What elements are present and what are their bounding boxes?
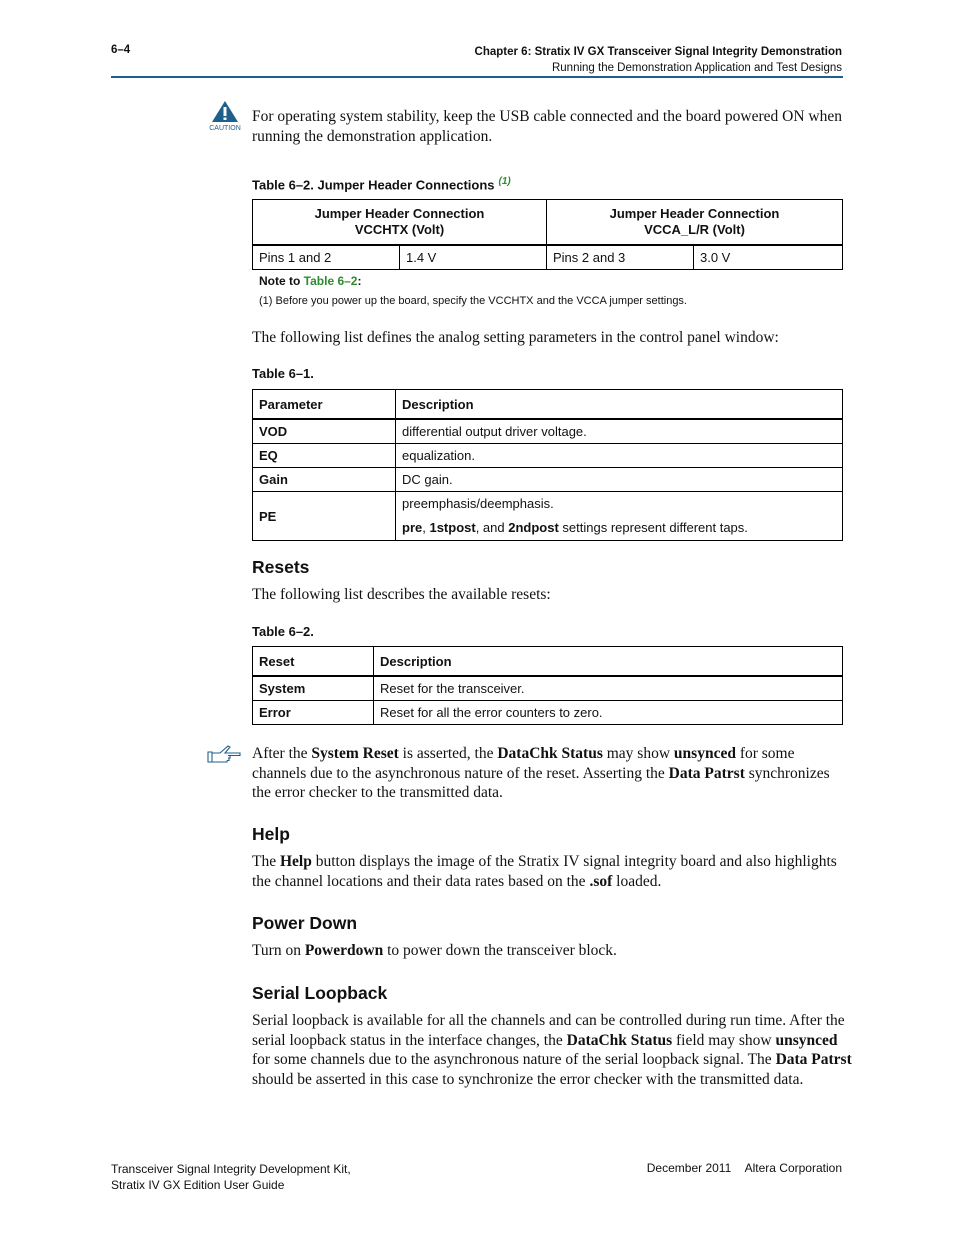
caption-text: Table 6–2. Jumper Header Connections [252, 177, 495, 193]
jumper-header-vcca [547, 200, 843, 246]
table-row [253, 468, 843, 492]
table-caption-jumper [252, 176, 511, 192]
power-down-text: Turn on Powerdown to power down the transceiver block. [252, 942, 617, 959]
reset-name: System [253, 676, 374, 701]
param-desc: DC gain. [396, 468, 843, 492]
reset-name: Error [253, 701, 374, 725]
param-name: EQ [253, 444, 396, 468]
param-desc-line: preemphasis/deemphasis. [402, 496, 554, 511]
header-line: Jumper Header Connection [609, 206, 780, 221]
resets-intro: The following list describes the available resets: [252, 586, 551, 603]
col-header-parameter: Parameter [253, 390, 396, 420]
jumper-table [252, 199, 843, 270]
heading-serial-loopback: Serial Loopback [252, 983, 388, 1003]
section-title: Running the Demonstration Application and Test Designs [551, 62, 842, 74]
table-cell: Pins 2 and 3 [547, 245, 694, 270]
footer-line: Transceiver Signal Integrity Development Kit, [111, 1162, 351, 1176]
note-colon: : [357, 274, 362, 288]
table-link[interactable]: Table 6–2 [303, 274, 358, 288]
caution-icon-label: CAUTION [209, 125, 241, 132]
footer-book-title [111, 1161, 351, 1193]
reset-desc: Reset for all the error counters to zero. [374, 701, 843, 725]
table-row [253, 444, 843, 468]
param-desc [396, 492, 843, 541]
table-cell: 1.4 V [400, 245, 547, 270]
pointing-hand-icon [206, 744, 242, 764]
footer-line: Stratix IV GX Edition User Guide [111, 1178, 285, 1192]
table-row [253, 492, 843, 541]
note-label-text: Note to [259, 274, 304, 288]
running-header [475, 44, 842, 76]
footer-company: Altera Corporation [744, 1161, 842, 1175]
header-line: Jumper Header Connection [314, 206, 485, 221]
footer-date: December 2011 [646, 1161, 732, 1175]
header-line: VCCA_L/R (Volt) [644, 222, 745, 237]
heading-help: Help [252, 824, 290, 844]
param-desc: differential output driver voltage. [396, 419, 843, 444]
reset-note-text: After the System Reset is asserted, the DataChk Status may show unsynced for some channels due to the asynchronous nature of the reset. Asserting the Data Patrst synchronizes the error checker to the transmitted data. [252, 745, 830, 801]
header-line: VCCHTX (Volt) [354, 222, 445, 237]
reset-desc: Reset for the transceiver. [374, 676, 843, 701]
chapter-title: Chapter 6: Stratix IV GX Transceiver Signal Integrity Demonstration [474, 46, 842, 58]
table-note-label [259, 274, 361, 288]
jumper-header-vcchtx [253, 200, 547, 246]
table-cell: Pins 1 and 2 [253, 245, 400, 270]
param-name: Gain [253, 468, 396, 492]
page-number: 6–4 [111, 44, 131, 56]
footer-right [647, 1161, 842, 1175]
table-caption-resets: Table 6–2. [252, 624, 314, 639]
param-desc-line: pre, 1stpost, and 2ndpost settings represent different taps. [402, 520, 748, 535]
table-note-ref[interactable]: (1) [498, 176, 511, 187]
header-rule [111, 76, 843, 78]
col-header-reset: Reset [253, 647, 374, 677]
table-row [253, 676, 843, 701]
col-header-description: Description [396, 390, 843, 420]
table-caption-params: Table 6–1. [252, 366, 314, 381]
caution-text: For operating system stability, keep the USB cable connected and the board powered ON when running the demonstration application. [252, 108, 842, 145]
table-cell: 3.0 V [694, 245, 843, 270]
heading-resets: Resets [252, 557, 310, 577]
serial-loopback-text: Serial loopback is available for all the channels and can be controlled during run time. After the serial loopback status in the interface changes, the DataChk Status field may show unsynced for some channels due to the asynchronous nature of the serial loopback signal. The Data Patrst should be asserted in this case to synchronize the error checker with the transmitted data. [252, 1012, 852, 1088]
param-name: PE [253, 492, 396, 541]
params-intro: The following list defines the analog setting parameters in the control panel window: [252, 329, 779, 346]
heading-power-down: Power Down [252, 913, 358, 933]
params-table [252, 389, 843, 541]
param-desc: equalization. [396, 444, 843, 468]
col-header-description: Description [374, 647, 843, 677]
caution-icon [208, 100, 242, 132]
param-name: VOD [253, 419, 396, 444]
table-row [253, 245, 843, 270]
resets-table [252, 646, 843, 725]
table-row [253, 419, 843, 444]
help-text: The Help button displays the image of the Stratix IV signal integrity board and also highlights the channel locations and their data rates based on the .sof loaded. [252, 853, 837, 890]
table-row [253, 701, 843, 725]
table-note-text: (1) Before you power up the board, specify the VCCHTX and the VCCA jumper settings. [259, 295, 687, 307]
